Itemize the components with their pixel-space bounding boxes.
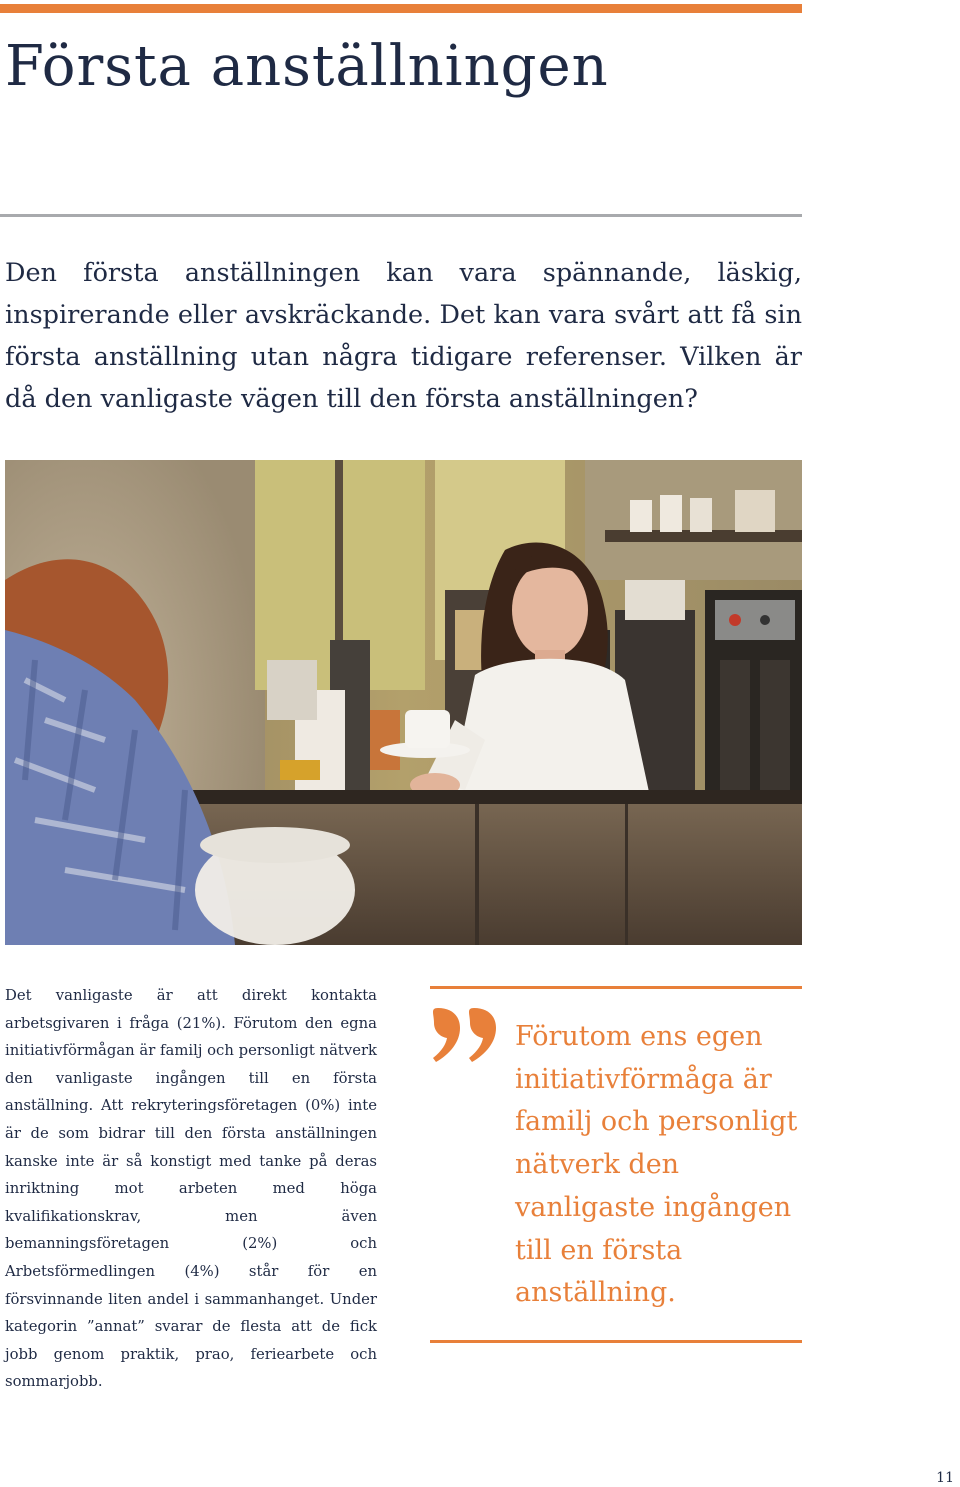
pull-quote: Förutom ens egen initiativförmåga är familj och personligt nätverk den vanligaste ingången till en första anställning. (515, 1021, 798, 1309)
cafe-barista-photo (5, 460, 802, 945)
body-paragraph: Det vanligaste är att direkt kontakta arbetsgivaren i fråga (21%). Förutom den egna initiativförmågan är familj och personligt nätverk den vanligaste ingången till en första anställning. Att rekryteringsföretagen (0%) inte är de som bidrar till den första anställningen kanske inte är så konstigt med tanke på deras inriktning mot arbeten med höga kvalifikationskrav, men även bemanningsföretagen (2%) och Arbetsförmedlingen (4%) står för en försvinnande liten andel i sammanhanget. Under kategorin ”annat” svarar de flesta att de fick jobb genom praktik, prao, feriearbete och sommarjobb. (5, 987, 377, 1391)
quote-top-rule (430, 986, 802, 989)
top-accent-rule (0, 4, 802, 13)
intro-paragraph: Den första anställningen kan vara spännande, läskig, inspirerande eller avskräckande. Det kan vara svårt att få sin första anställning utan några tidigare referenser. Vilken är då den vanligaste vägen till den första anställningen? (5, 258, 802, 414)
page-number: 11 (936, 1470, 954, 1486)
quote-bottom-rule (430, 1340, 802, 1343)
quote-mark-icon (430, 1004, 510, 1064)
title-divider (0, 214, 802, 217)
page-title: Första anställningen (5, 34, 609, 99)
